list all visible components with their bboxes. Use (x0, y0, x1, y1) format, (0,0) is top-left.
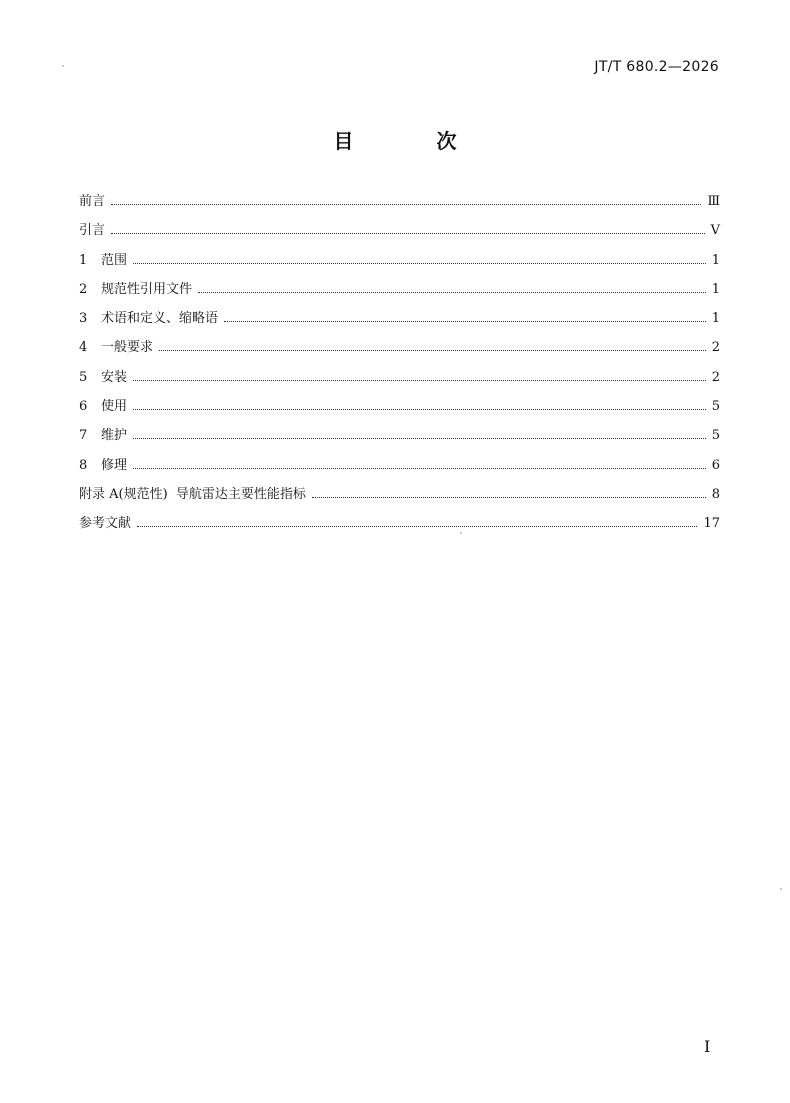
toc-entry-page: 1 (711, 252, 720, 268)
dot-leader (137, 525, 697, 527)
scan-speck (460, 532, 462, 534)
toc-entry-number: 4 (79, 340, 88, 356)
toc-entry-page: 2 (711, 340, 720, 356)
toc-entry-number: 2 (79, 281, 88, 297)
toc-entry-number: 8 (79, 457, 88, 473)
toc-entry-scope[interactable] (79, 249, 720, 278)
dot-leader (133, 262, 706, 264)
toc-entry-page: 17 (703, 516, 720, 532)
toc-entry-normative-references[interactable] (79, 278, 720, 307)
toc-entry-number: 7 (79, 428, 88, 444)
dot-leader (133, 437, 706, 439)
toc-entry-page: 2 (711, 369, 720, 385)
dot-leader (224, 320, 706, 322)
toc-entry-label: 引言 (79, 223, 106, 239)
dot-leader (111, 232, 705, 234)
dot-leader (198, 291, 706, 293)
toc-entry-annex-a[interactable] (79, 483, 720, 512)
toc-entry-page: V (710, 223, 720, 239)
dot-leader (133, 379, 706, 381)
toc-entry-page: Ⅲ (707, 194, 720, 209)
toc-entry-terms-definitions[interactable] (79, 307, 720, 336)
toc-entry-label: 修理 (101, 457, 128, 473)
toc-entry-general-requirements[interactable] (79, 336, 720, 365)
dot-leader (159, 349, 706, 351)
toc-entry-label: 术语和定义、缩略语 (101, 311, 219, 327)
toc-entry-foreword[interactable] (79, 190, 720, 219)
toc-entry-page: 6 (711, 457, 720, 473)
dot-leader (111, 203, 701, 205)
toc-entry-number: 5 (79, 369, 88, 385)
standard-code: JT/T 680.2—2026 (594, 59, 719, 75)
toc-entry-page: 5 (711, 428, 720, 444)
toc-entry-label: 范围 (101, 252, 128, 268)
toc-entry-number: 1 (79, 252, 88, 268)
page-folio: I (704, 1037, 711, 1056)
toc-title: 目 次 (333, 129, 495, 153)
toc-entry-page: 1 (711, 281, 720, 297)
toc-entry-label: 使用 (101, 399, 128, 415)
toc-entry-maintenance[interactable] (79, 424, 720, 453)
toc-entry-bibliography[interactable] (79, 512, 720, 541)
table-of-contents (79, 190, 720, 542)
toc-entry-repair[interactable] (79, 454, 720, 483)
toc-entry-page: 1 (711, 311, 720, 327)
toc-entry-label: 维护 (101, 428, 128, 444)
toc-entry-page: 8 (711, 486, 720, 502)
toc-entry-introduction[interactable] (79, 219, 720, 248)
toc-entry-installation[interactable] (79, 366, 720, 395)
toc-entry-number: 6 (79, 399, 88, 415)
dot-leader (133, 408, 706, 410)
toc-entry-label: 规范性引用文件 (101, 281, 193, 297)
toc-entry-label: 前言 (79, 194, 106, 209)
dot-leader (133, 467, 706, 469)
toc-entry-label: 参考文献 (79, 516, 132, 532)
toc-entry-label: 安装 (101, 369, 128, 385)
toc-entry-number: 3 (79, 311, 88, 327)
toc-entry-page: 5 (711, 399, 720, 415)
toc-entry-label: 附录 A(规范性) 导航雷达主要性能指标 (79, 486, 306, 502)
scan-speck (780, 888, 782, 890)
scan-speck (62, 65, 64, 67)
toc-entry-label: 一般要求 (101, 340, 154, 356)
toc-entry-use[interactable] (79, 395, 720, 424)
dot-leader (312, 496, 706, 498)
